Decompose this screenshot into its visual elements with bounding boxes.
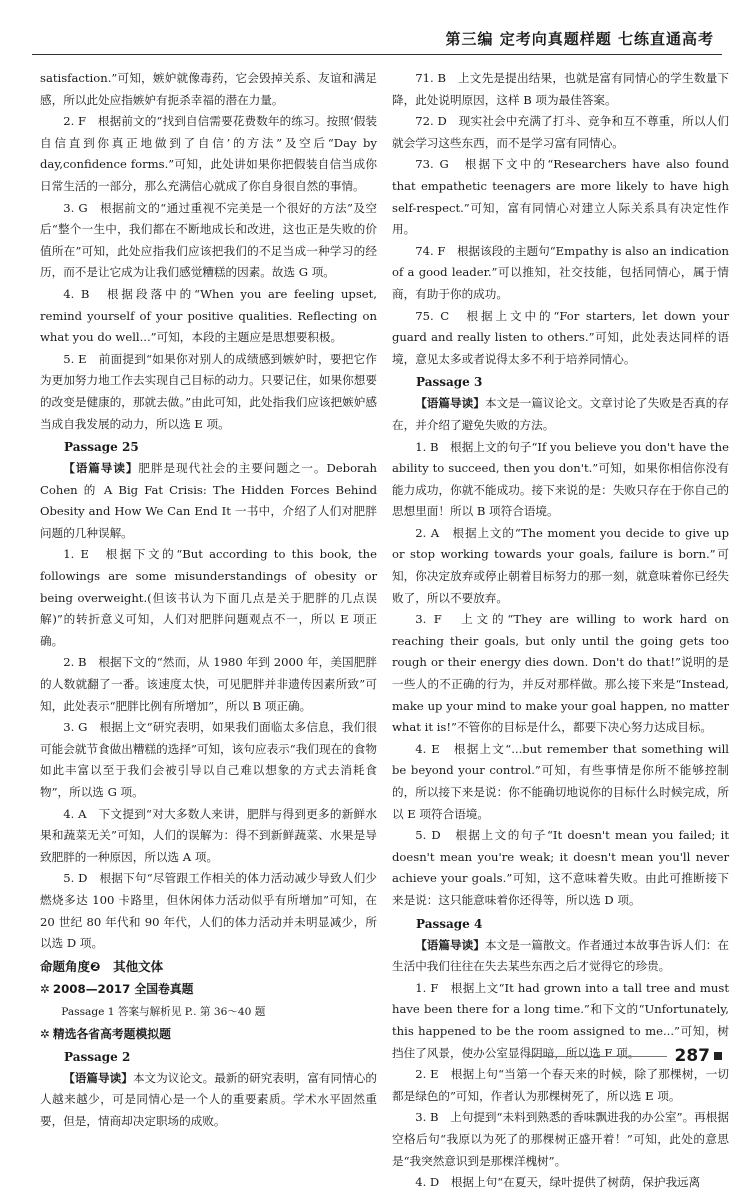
passage-guide <box>392 935 729 978</box>
passage-heading: Passage 2 <box>64 1049 131 1064</box>
answer-item: 2. A 根据上文的“The moment you decide to give up or stop working towards your goals, failure is born.”可知，你决定放弃或停止朝着目标努力的那一刻，就意味着你已经失败了，所以不要放弃。 <box>392 525 729 605</box>
answer-item: 2. B 根据下文的“然而，从 1980 年到 2000 年，美国肥胖的人数就翻了一番。该速度太快，可见肥胖并非遗传因素所致”可知，此处表示“肥胖比例有所增加”，所以 B 项正确。 <box>40 655 377 713</box>
section-title: 命题角度❷ 其他文体 <box>40 958 164 974</box>
answer-item: 4. D 根据上句“在夏天，绿叶提供了树荫，保护我远离 <box>415 1175 701 1190</box>
page-number: 287 <box>674 1046 710 1066</box>
left-column <box>40 68 377 1133</box>
page-header <box>32 14 722 55</box>
passage-guide <box>40 458 377 544</box>
star-icon: ✲ <box>40 1026 50 1041</box>
subsection-title: ✲ 精选各省高考题模拟题 <box>40 1026 171 1041</box>
answer-item: 71. B 上文先是提出结果，也就是富有同情心的学生数量下降，此处说明原因，这样 B 项为最佳答案。 <box>392 71 729 107</box>
answer-item: 2. F 根据前文的“找到自信需要花费数年的练习。按照‘假装自信直到你真正地做到了自信’的方法”及空后“Day by day,confidence forms.”可知，此处讲如果你把假装自信当成你日常生活的一部分，那么充满信心就成了你自身很自然的事情。 <box>40 114 377 193</box>
guide-text: 本文为议论文。最新的研究表明，富有同情心的人越来越少，可是同情心是一个人的重要素质。学术水平固然重要，但是，情商却决定职场的成败。 <box>40 1070 377 1128</box>
passage-heading: Passage 3 <box>416 375 483 390</box>
answer-item: 74. F 根据该段的主题句“Empathy is also an indication of a good leader.”可以推知，社交技能，包括同情心，属于情商，有助于你的成功。 <box>392 243 729 301</box>
running-header-title: 第三编 定考向真题样题 七练直通高考 <box>445 30 714 48</box>
answer-item: 4. B 根据段落中的“When you are feeling upset, remind yourself of your positive qualities. Reflecting on what you do well...”可知，本段的主题应是思想要积极。 <box>40 286 377 345</box>
paragraph: satisfaction.”可知，嫉妒就像毒药，它会毁掉关系、友谊和满足感，所以此处应指嫉妒有扼杀幸福的潜在力量。 <box>40 71 377 107</box>
answer-item: 3. B 上句提到“未料到熟悉的香味飘进我的办公室”。再根据空格后句“我原以为死了的那棵树正盛开着！”可知，此处的意思是“我突然意识到是那棵洋槐树”。 <box>392 1110 729 1168</box>
answer-reference: Passage 1 答案与解析见 P.. 第 36～40 题 <box>61 1005 266 1018</box>
square-marker-icon <box>714 1052 722 1060</box>
answer-item: 2. E 根据上句“当第一个春天来的时候，除了那棵树，一切都是绿色的”可知，作者认为那棵树死了，所以选 E 项。 <box>392 1067 729 1103</box>
guide-text: 本文是一篇议论文。文章讨论了失败是否真的存在，并介绍了避免失败的方法。 <box>392 396 729 432</box>
answer-item: 4. A 下文提到“对大多数人来讲，肥胖与得到更多的新鲜水果和蔬菜无关”可知，人们的误解为：得不到新鲜蔬菜、水果是导致肥胖的一种原因，所以选 A 项。 <box>40 806 377 864</box>
answer-item: 3. G 根据前文的“通过重视不完美是一个很好的方法”及空后“整个一生中，我们都在不断地成长和改进，这也正是失败的价值所在”可知，此处应指我们应该把我们的不足当成一种学习的经历，而不是让它成为让我们感觉糟糕的因素。故选 G 项。 <box>40 200 377 280</box>
answer-item: 1. B 根据上文的句子“If you believe you don't have the ability to succeed, then you don't.”可知，如果你相信你没有能力成功，你就不能成功。接下来说的是：失败只存在于你自己的思想里面！所以 B 项符合语境。 <box>392 439 729 519</box>
answer-item: 4. E 根据上文“...but remember that something will be beyond your control.”可知，有些事情是你所不能够控制的，所以接下来是说：你不能确切地说你的目标什么时候完成，所以 E 项符合语境。 <box>392 741 729 821</box>
subsection-title: ✲ 2008—2017 全国卷真题 <box>40 981 194 996</box>
answer-item: 5. E 前面提到“如果你对别人的成绩感到嫉妒时，要把它作为更加努力地工作去实现自己目标的动力。只要记住，如果你想要的改变是健康的，那就去做。”由此可知，此处指我们应该把嫉妒感当成自我发展的动力，所以选 E 项。 <box>40 351 377 431</box>
passage-guide <box>40 1068 377 1133</box>
guide-label: 【语篇导读】 <box>415 396 485 411</box>
answer-item: 5. D 根据上文的句子“It doesn't mean you failed; it doesn't mean you're weak; it doesn't mean you'll never achieve your goals.”可知，这不意味着失败。由此可推断接下来是说：这只能意味着你还得等，所以选 D 项。 <box>392 828 729 907</box>
guide-label: 【语篇导读】 <box>415 937 485 952</box>
guide-label: 【语篇导读】 <box>63 461 139 476</box>
answer-item: 3. G 根据上文“研究表明，如果我们面临太多信息，我们很可能会就节食做出糟糕的选择”可知，该句应表示“我们现在的食物如此丰富以至于我们会被引导以自己难以想象的方式去消耗食物”，所以选 G 项。 <box>40 720 377 799</box>
answer-item: 1. E 根据下文的“But according to this book, the followings are some misunderstandings of obesity or being overweight.(但该书认为下面几点是关于肥胖的几点误解)”的转折意义可知，人们对肥胖问题观点不一，所以 E 项正确。 <box>40 547 377 648</box>
guide-text: 本文是一篇散文。作者通过本故事告诉人们：在生活中我们往往在失去某些东西之后才觉得它的珍贵。 <box>392 937 729 974</box>
right-column <box>392 68 729 1194</box>
guide-text: 肥胖是现代社会的主要问题之一。Deborah Cohen 的 A Big Fat Crisis: The Hidden Forces Behind Obesity and How We Can End It 一书中，介绍了人们对肥胖问题的几种误解。 <box>40 461 377 540</box>
guide-label: 【语篇导读】 <box>63 1070 133 1085</box>
answer-item: 75. C 根据上文中的“For starters, let down your guard and really listen to others.”可知，此处表达同样的语境，意见太多或者说得太多不利于培养同情心。 <box>392 308 729 366</box>
answer-item: 72. D 现实社会中充满了打斗、竞争和互不尊重，所以人们就会学习这些东西，而不是学习富有同情心。 <box>392 114 729 150</box>
answer-item: 5. D 根据下句“尽管跟工作相关的体力活动减少导致人们少燃烧多达 100 卡路里，但休闲体力活动似乎有所增加”可知，在 20 世纪 80 年代和 90 年代，人们的体力活动并未明显减少，所以选 D 项。 <box>40 871 377 951</box>
passage-guide <box>392 393 729 436</box>
answer-item: 3. F 上文的“They are willing to work hard on reaching their goals, but only until the going gets too rough or their energy dies down. Don't do that!”说明的是一些人的不正确的行为，并反对那样做。那么接下来是“Instead, make up your mind to make your goal happen, no matter what it is!”不管你的目标是什么，都要下决心努力达成目标。 <box>392 612 729 735</box>
answer-item: 73. G 根据下文中的“Researchers have also found that empathetic teenagers are more likely to have high self-respect.”可知，富有同情心对建立人际关系具有决定性作用。 <box>392 157 729 237</box>
page-footer <box>527 1046 723 1066</box>
star-icon: ✲ <box>40 981 50 996</box>
passage-heading: Passage 25 <box>64 440 139 455</box>
footer-rule <box>527 1056 667 1057</box>
passage-heading: Passage 4 <box>416 916 483 931</box>
answer-item: 1. F 根据上文“It had grown into a tall tree and must have been there for a long time.”和下文的“Unfortunately, this happened to be the room assigned to me...”可知，树挡住了风景，使办公室显得阴暗，所以选 F 项。 <box>392 980 729 1060</box>
